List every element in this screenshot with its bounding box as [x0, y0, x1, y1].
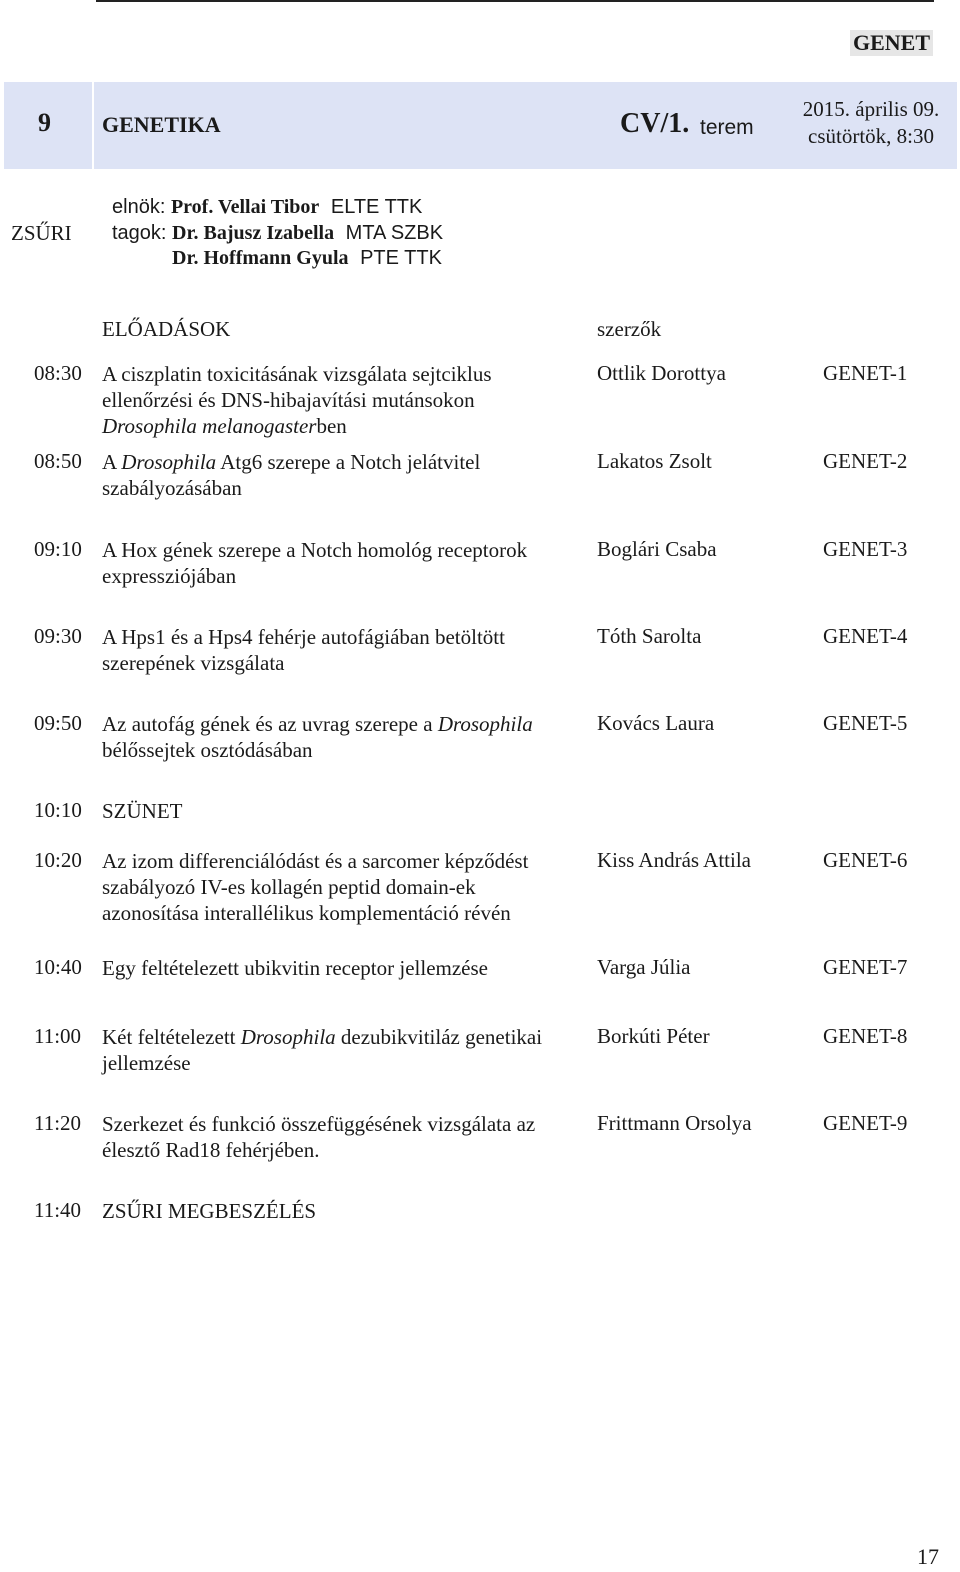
title-text: Atg6 szerepe a Notch jelátvitel [216, 450, 481, 474]
talk-time: 11:00 [34, 1024, 82, 1048]
talk-title-line: Az izom differenciálódást és a sarcomer képződést [102, 849, 529, 873]
talk-author: Lakatos Zsolt [597, 449, 712, 473]
section-title: GENETIKA [102, 112, 221, 137]
talk-title-line: jellemzése [102, 1051, 191, 1075]
room-label: terem [700, 116, 754, 139]
talk-title [102, 361, 592, 439]
jury-member [172, 247, 442, 270]
jury-label: ZSŰRI [11, 221, 72, 245]
talk-time: 09:30 [34, 624, 82, 648]
species-name: Drosophila melanogaster [102, 414, 317, 438]
title-suffix: ben [316, 414, 347, 438]
talk-code: GENET-5 [823, 711, 908, 735]
talk-title-line: élesztő Rad18 fehérjében. [102, 1138, 320, 1162]
break-time: 11:40 [34, 1198, 82, 1222]
talk-code: GENET-7 [823, 955, 908, 979]
title-text: A [102, 450, 122, 474]
page-number: 17 [917, 1544, 939, 1569]
talk-time: 09:10 [34, 537, 82, 561]
talk-title-line: ellenőrzési és DNS-hibajavítási mutánsokon [102, 388, 475, 412]
talk-title-line [102, 711, 592, 737]
session-date-line: 2015. április 09. [802, 97, 940, 121]
top-rule [96, 0, 934, 2]
talk-title [102, 848, 592, 926]
talk-title [102, 449, 592, 501]
talk-title-line: A Hox gének szerepe a Notch homológ receptorok [102, 538, 528, 562]
talk-author: Varga Júlia [597, 955, 691, 979]
talk-title [102, 537, 592, 589]
authors-column-header: szerzők [597, 317, 662, 341]
section-tag: GENET [850, 30, 933, 56]
session-time-line: csütörtök, 8:30 [808, 124, 934, 148]
talks-column-header: ELŐADÁSOK [102, 317, 231, 341]
jury-members-prefix: tagok: [112, 222, 167, 244]
talk-title-line: A Hps1 és a Hps4 fehérje autofágiában betöltött [102, 625, 505, 649]
talk-code: GENET-8 [823, 1024, 908, 1048]
section-number: 9 [38, 108, 51, 137]
jury-member [112, 222, 443, 245]
talk-title-line: expressziójában [102, 564, 237, 588]
break-label: SZÜNET [102, 799, 183, 823]
species-name: Drosophila [121, 450, 217, 474]
jury-chair [112, 196, 422, 219]
jury-member-name: Dr. Hoffmann Gyula [172, 247, 349, 269]
talk-title-line: azonosítása interallélikus komplementáció révén [102, 901, 511, 925]
species-name: Drosophila [437, 712, 533, 736]
talk-author: Ottlik Dorottya [597, 361, 726, 385]
species-name: Drosophila [240, 1025, 336, 1049]
talk-time: 08:30 [34, 361, 82, 385]
talk-code: GENET-6 [823, 848, 908, 872]
title-text: Az autofág gének és az uvrag szerepe a [102, 712, 438, 736]
talk-title-line: szerepének vizsgálata [102, 651, 285, 675]
title-text: Két feltételezett [102, 1025, 241, 1049]
talk-author: Boglári Csaba [597, 537, 717, 561]
talk-time: 08:50 [34, 449, 82, 473]
talk-title-line [102, 413, 592, 439]
talk-title-line: A ciszplatin toxicitásának vizsgálata sejtciklus [102, 362, 492, 386]
session-date [786, 96, 956, 150]
talk-author: Tóth Sarolta [597, 624, 702, 648]
talk-title-line: szabályozásában [102, 476, 242, 500]
talk-title-line [102, 449, 592, 475]
band-divider [92, 82, 94, 169]
talk-author: Kovács Laura [597, 711, 715, 735]
room-code: CV/1. [620, 108, 690, 139]
talk-title [102, 1024, 592, 1076]
talk-title-line: Szerkezet és funkció összefüggésének vizsgálata az [102, 1112, 536, 1136]
talk-author: Frittmann Orsolya [597, 1111, 752, 1135]
talk-title [102, 1111, 592, 1163]
talk-time: 10:40 [34, 955, 82, 979]
jury-member-affiliation: PTE TTK [360, 247, 442, 269]
talk-time: 10:20 [34, 848, 82, 872]
talk-title [102, 711, 592, 763]
talk-code: GENET-3 [823, 537, 908, 561]
jury-member-affiliation: MTA SZBK [345, 222, 444, 244]
talk-code: GENET-2 [823, 449, 908, 473]
talk-code: GENET-4 [823, 624, 908, 648]
talk-title-line [102, 1024, 592, 1050]
break-time: 10:10 [34, 798, 82, 822]
talk-time: 09:50 [34, 711, 82, 735]
break-label: ZSŰRI MEGBESZÉLÉS [102, 1199, 317, 1223]
talk-code: GENET-1 [823, 361, 908, 385]
jury-chair-prefix: elnök: [112, 196, 166, 218]
talk-title-line: bélőssejtek osztódásában [102, 738, 313, 762]
talk-title-line: szabályozó IV-es kollagén peptid domain-ek [102, 875, 476, 899]
jury-chair-name: Prof. Vellai Tibor [170, 196, 320, 218]
title-text: dezubikvitiláz genetikai [335, 1025, 543, 1049]
jury-chair-affiliation: ELTE TTK [330, 196, 423, 218]
talk-title-line: Egy feltételezett ubikvitin receptor jellemzése [102, 956, 488, 980]
talk-title [102, 955, 592, 981]
talk-author: Borkúti Péter [597, 1024, 710, 1048]
talk-code: GENET-9 [823, 1111, 908, 1135]
talk-title [102, 624, 592, 676]
talk-time: 11:20 [34, 1111, 82, 1135]
talk-author: Kiss András Attila [597, 848, 752, 872]
jury-member-name: Dr. Bajusz Izabella [172, 222, 335, 244]
